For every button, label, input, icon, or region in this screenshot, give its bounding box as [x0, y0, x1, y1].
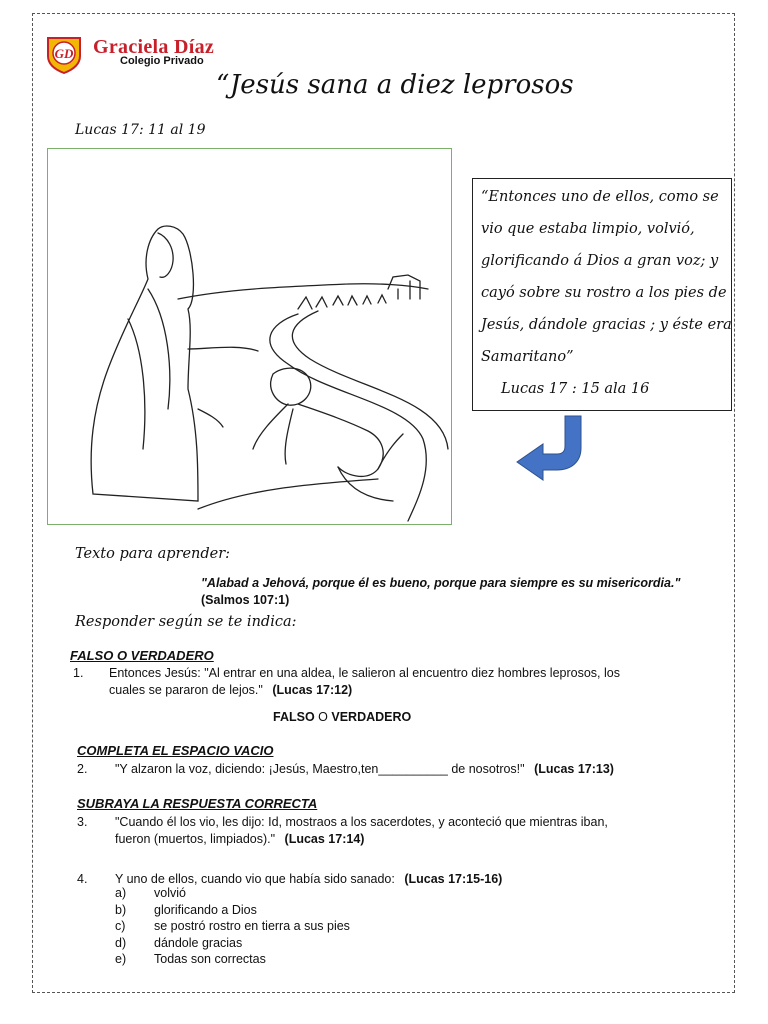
- logo-initials: GD: [54, 46, 74, 61]
- horizon-line: [178, 284, 428, 299]
- quote-line: glorificando á Dios a gran voz; y: [481, 253, 719, 269]
- answer-option[interactable]: d) dándole gracias: [115, 935, 243, 950]
- section-heading: FALSO O VERDADERO: [70, 648, 214, 663]
- question-number: 4.: [77, 872, 88, 886]
- answer-option[interactable]: b) glorificando a Dios: [115, 902, 257, 917]
- question-text: Y uno de ellos, cuando vio que había sido sanado:: [115, 872, 395, 886]
- question-text-line2: cuales se pararon de lejos.": [109, 683, 263, 697]
- question-reference: (Lucas 17:13): [534, 762, 614, 776]
- question-number: 2.: [77, 762, 88, 776]
- memory-verse: "Alabad a Jehová, porque él es bueno, porque para siempre es su misericordia.": [201, 576, 681, 590]
- memory-reference: (Salmos 107:1): [201, 593, 290, 607]
- quote-line: vio que estaba limpio, volvió,: [481, 221, 695, 237]
- quote-line: Samaritano”: [481, 349, 574, 365]
- curved-arrow-icon: [515, 414, 587, 487]
- school-logo: [44, 34, 84, 79]
- instructions: Responder según se te indica:: [75, 614, 297, 630]
- leper-arms: [253, 404, 293, 464]
- question-text-cont: [109, 682, 352, 698]
- question-text-cont: [115, 831, 364, 847]
- quote-line: cayó sobre su rostro a los pies de: [481, 285, 727, 301]
- answer-option[interactable]: c) se postró rostro en tierra a sus pies: [115, 919, 350, 933]
- shield-icon: [44, 34, 84, 74]
- question-number: 3.: [77, 815, 88, 829]
- question-text: Entonces Jesús: "Al entrar en una aldea, le salieron al encuentro diez hombres leprosos, los: [109, 666, 620, 680]
- memory-label: Texto para aprender:: [75, 546, 231, 562]
- underline-choice-text[interactable]: fueron (muertos, limpiados).": [115, 832, 276, 846]
- true-false-options[interactable]: [273, 709, 411, 725]
- answer-option[interactable]: e) Todas son correctas: [115, 952, 266, 966]
- option-false[interactable]: FALSO: [273, 710, 315, 724]
- question-reference: (Lucas 17:15-16): [404, 872, 503, 886]
- passage-reference: Lucas 17: 11 al 19: [75, 122, 206, 138]
- quote-reference: Lucas 17 : 15 ala 16: [501, 381, 650, 397]
- school-name-block: [93, 36, 214, 67]
- distant-lepers: [298, 295, 386, 309]
- question-number: 1.: [73, 666, 84, 680]
- illustration-frame: [47, 148, 452, 525]
- leper-body: [298, 404, 383, 476]
- quote-line: “Entonces uno de ellos, como se: [481, 189, 719, 205]
- jesus-healing-leper-illustration: [48, 149, 450, 523]
- school-subtitle: Colegio Privado: [120, 55, 204, 67]
- quote-box: [472, 178, 732, 411]
- answer-option[interactable]: a) volvió: [115, 886, 186, 900]
- option-true[interactable]: VERDADERO: [331, 710, 412, 724]
- question-reference: (Lucas 17:14): [284, 832, 365, 846]
- question-text: "Cuando él los vio, les dijo: Id, mostraos a los sacerdotes, y aconteció que mientras iban,: [115, 815, 608, 829]
- quote-line: Jesús, dándole gracias ; y éste era: [481, 317, 732, 333]
- section-heading: SUBRAYA LA RESPUESTA CORRECTA: [77, 796, 318, 811]
- option-or: O: [318, 710, 328, 724]
- school-name: Graciela Díaz: [93, 36, 215, 58]
- fill-blank-question[interactable]: "Y alzaron la voz, diciendo: ¡Jesús, Maestro,ten__________ de nosotros!": [115, 762, 525, 776]
- section-heading: COMPLETA EL ESPACIO VACIO: [77, 743, 274, 758]
- answer-options: [115, 885, 350, 968]
- question-line: [115, 761, 614, 777]
- question-reference: (Lucas 17:12): [272, 683, 353, 697]
- leper-legs: [338, 434, 403, 501]
- page-title: “Jesús sana a diez leprosos: [216, 70, 574, 100]
- jesus-figure: [91, 226, 198, 501]
- jesus-arm: [188, 347, 258, 351]
- leper-head: [271, 368, 311, 405]
- road-left-edge: [270, 314, 426, 521]
